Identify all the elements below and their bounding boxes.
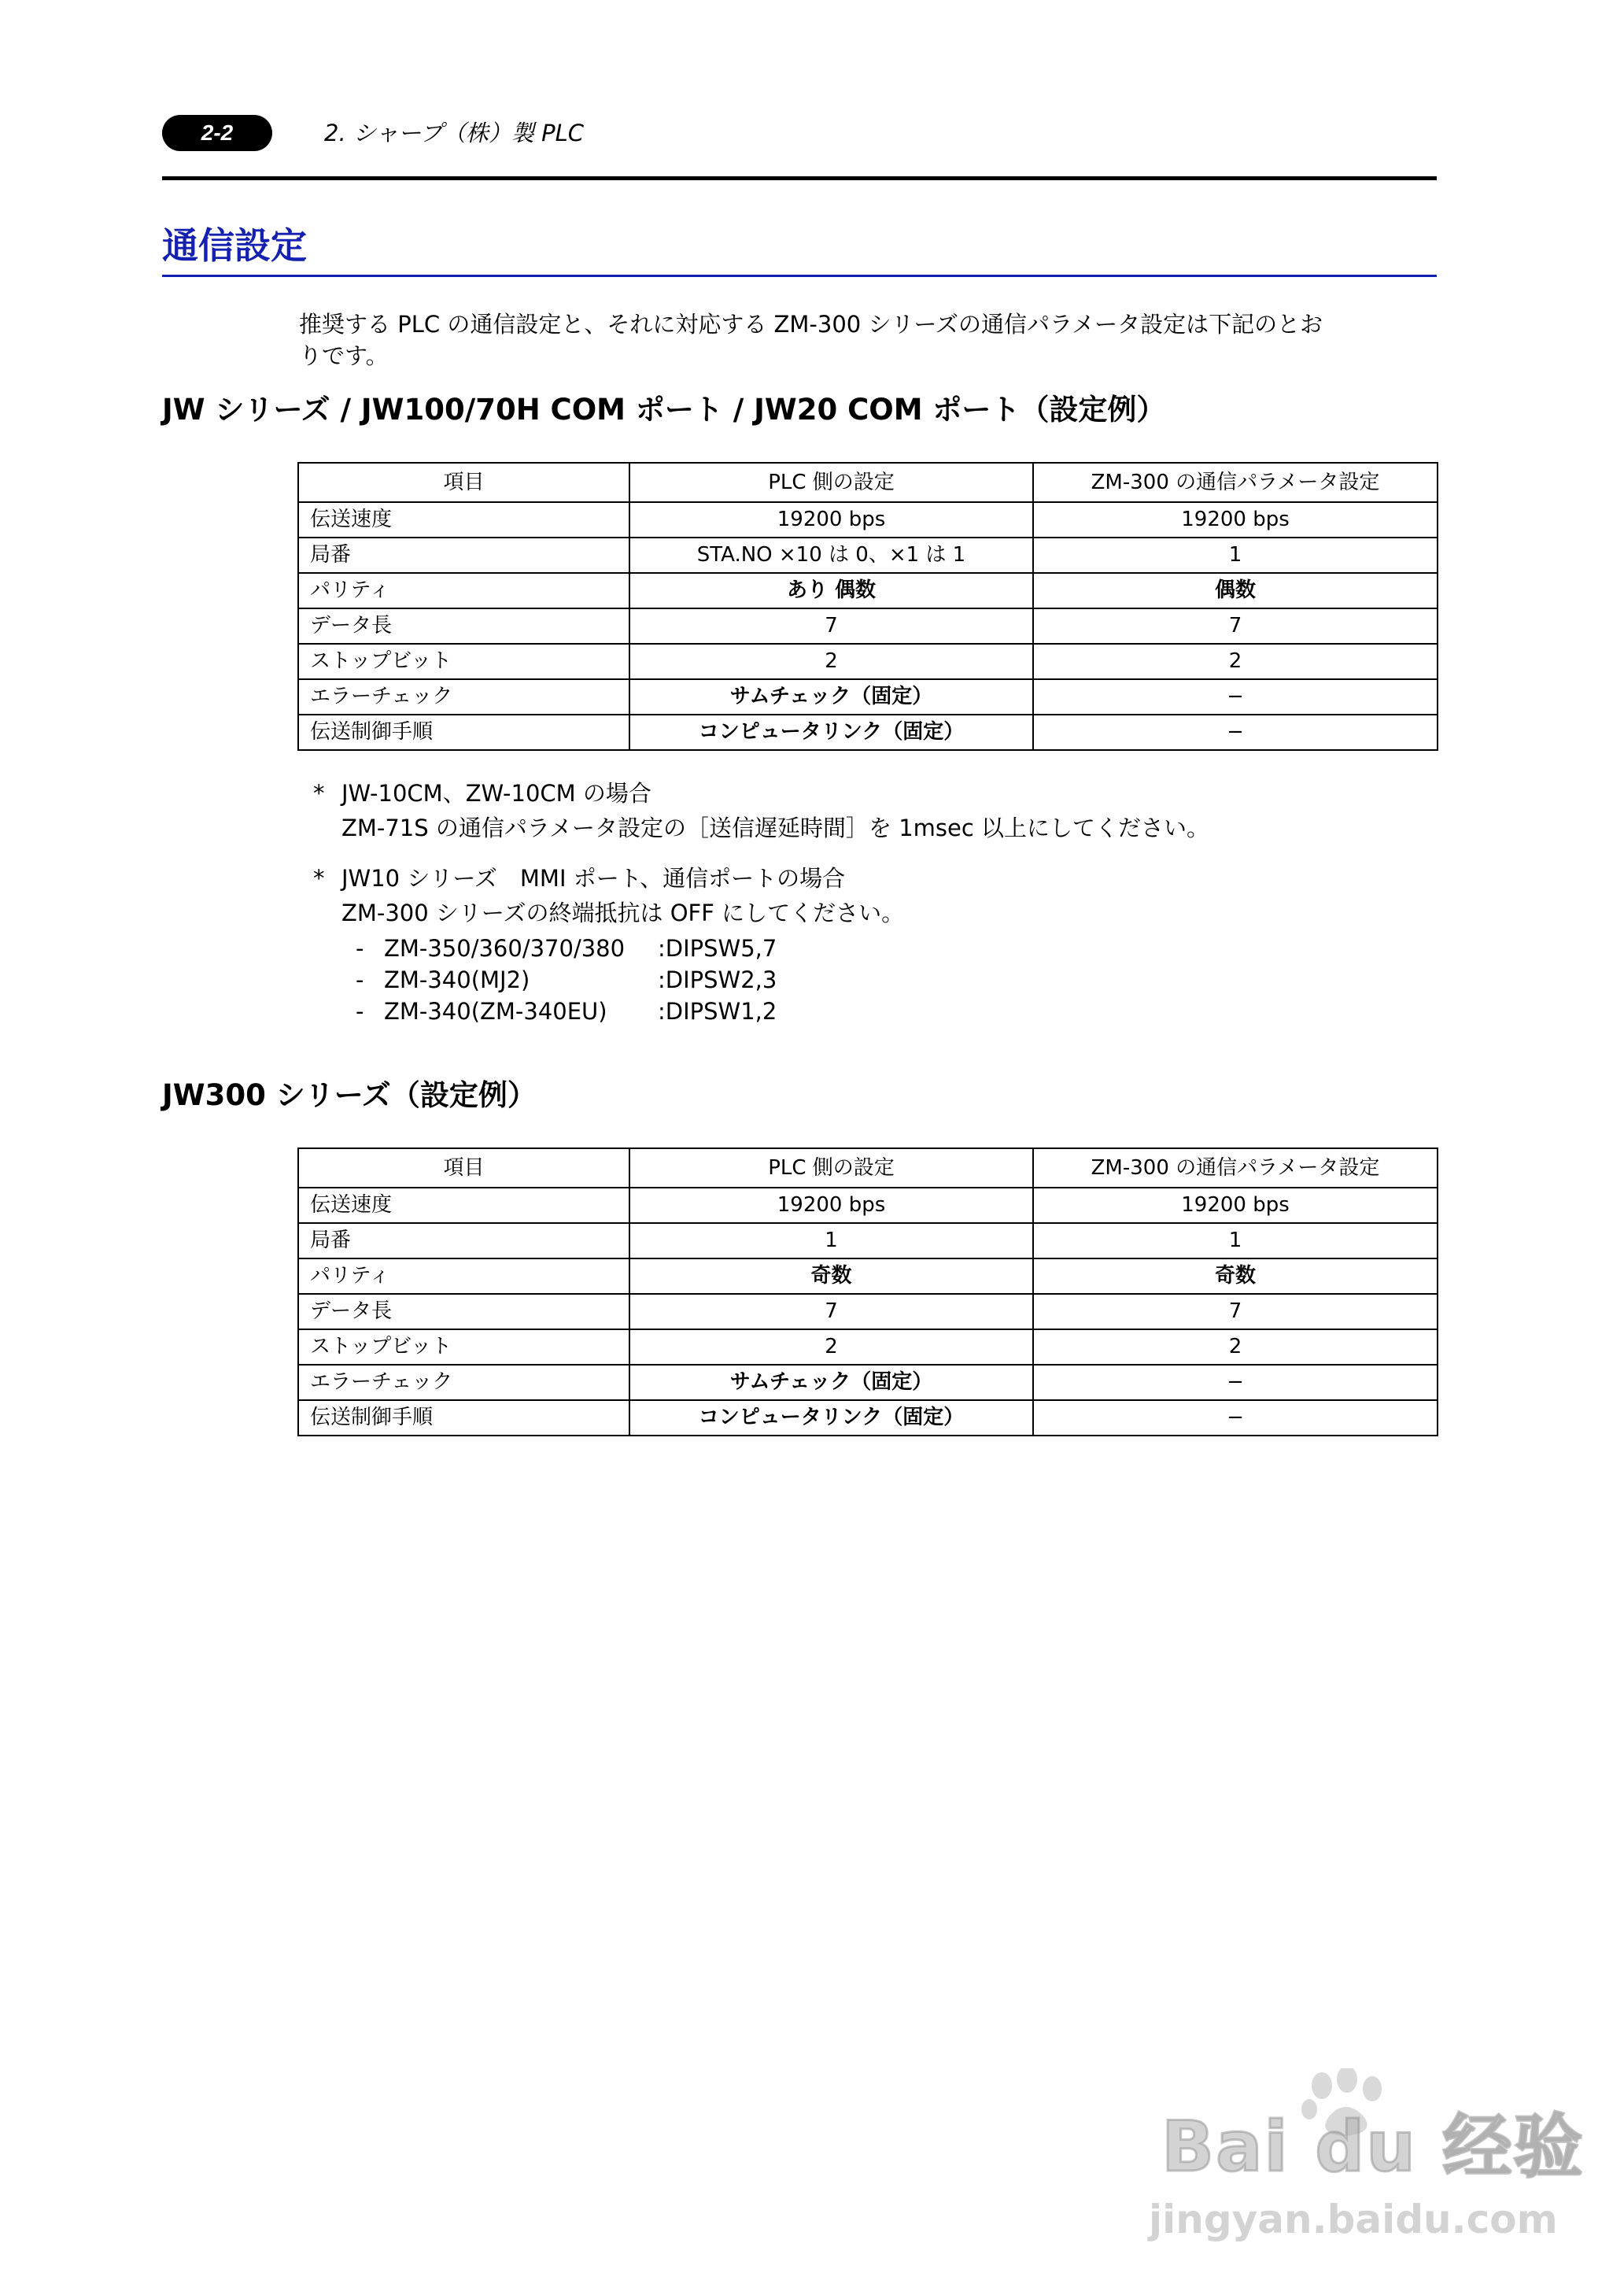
table1-heading: JW シリーズ / JW100/70H COM ポート / JW20 COM ポート（設定例） xyxy=(162,393,1166,427)
table-row xyxy=(298,1400,1438,1436)
note-marker: * xyxy=(313,865,325,892)
cell-zm300: − xyxy=(1033,679,1438,715)
page-number-badge: 2-2 xyxy=(162,115,272,151)
table-row xyxy=(298,573,1438,608)
cell-plc: コンピュータリンク（固定） xyxy=(629,1400,1033,1436)
table-row xyxy=(298,679,1438,715)
column-header-item: 項目 xyxy=(298,1148,629,1188)
section-title: 通信設定 xyxy=(162,224,307,267)
note-line: ZM-300 シリーズの終端抵抗は OFF にしてください。 xyxy=(341,900,905,926)
cell-item: データ長 xyxy=(298,1294,629,1329)
cell-item: ストップビット xyxy=(298,1329,629,1365)
cell-plc: STA.NO ×10 は 0、×1 は 1 xyxy=(629,538,1033,573)
cell-zm300: 7 xyxy=(1033,608,1438,644)
list-item xyxy=(356,964,777,996)
table1-settings xyxy=(297,462,1438,751)
intro-line-2: りです。 xyxy=(299,342,389,369)
table-row xyxy=(298,644,1438,679)
cell-item: 伝送制御手順 xyxy=(298,1400,629,1436)
list-item xyxy=(356,996,777,1027)
cell-zm300: 19200 bps xyxy=(1033,1188,1438,1223)
table-row xyxy=(298,1365,1438,1400)
cell-zm300: − xyxy=(1033,1365,1438,1400)
cell-item: ストップビット xyxy=(298,644,629,679)
note-jw10 xyxy=(313,861,904,930)
cell-plc: 2 xyxy=(629,1329,1033,1365)
cell-plc: 1 xyxy=(629,1223,1033,1258)
column-header-zm300: ZM-300 の通信パラメータ設定 xyxy=(1033,463,1438,502)
cell-zm300: 奇数 xyxy=(1033,1258,1438,1294)
cell-item: 局番 xyxy=(298,1223,629,1258)
baidu-watermark-url: jingyan.baidu.com xyxy=(1149,2197,1558,2242)
intro-paragraph xyxy=(299,309,1432,371)
model-name: ZM-350/360/370/380 xyxy=(384,935,626,962)
table-row xyxy=(298,502,1438,538)
cell-zm300: 7 xyxy=(1033,1294,1438,1329)
header-divider xyxy=(162,176,1437,180)
cell-zm300: − xyxy=(1033,715,1438,750)
table-row xyxy=(298,538,1438,573)
intro-line-1: 推奨する PLC の通信設定と、それに対応する ZM-300 シリーズの通信パラメータ設定は下記のとお xyxy=(299,311,1323,338)
cell-zm300: 2 xyxy=(1033,1329,1438,1365)
table-row xyxy=(298,1258,1438,1294)
table2-settings xyxy=(297,1148,1438,1436)
list-dash: - xyxy=(356,935,364,962)
note-line: ZM-71S の通信パラメータ設定の［送信遅延時間］を 1msec 以上にしてください。 xyxy=(341,815,1210,841)
cell-plc: 奇数 xyxy=(629,1258,1033,1294)
baidu-watermark-logo: Bai du 经验 xyxy=(1161,2106,1585,2187)
column-header-zm300: ZM-300 の通信パラメータ設定 xyxy=(1033,1148,1438,1188)
column-header-item: 項目 xyxy=(298,463,629,502)
list-item xyxy=(356,933,777,964)
column-header-plc: PLC 側の設定 xyxy=(629,463,1033,502)
cell-plc: 19200 bps xyxy=(629,502,1033,538)
cell-item: 局番 xyxy=(298,538,629,573)
model-name: ZM-340(ZM-340EU) xyxy=(384,998,607,1025)
cell-item: パリティ xyxy=(298,1258,629,1294)
cell-zm300: − xyxy=(1033,1400,1438,1436)
cell-plc: サムチェック（固定） xyxy=(629,679,1033,715)
cell-plc: 7 xyxy=(629,608,1033,644)
cell-item: パリティ xyxy=(298,573,629,608)
table2-heading: JW300 シリーズ（設定例） xyxy=(162,1078,537,1112)
cell-zm300: 1 xyxy=(1033,538,1438,573)
table-row xyxy=(298,1188,1438,1223)
dip-setting: :DIPSW5,7 xyxy=(658,935,777,962)
cell-plc: サムチェック（固定） xyxy=(629,1365,1033,1400)
section-divider xyxy=(162,275,1437,277)
note-marker: * xyxy=(313,780,325,807)
dip-setting: :DIPSW1,2 xyxy=(658,998,777,1025)
model-name: ZM-340(MJ2) xyxy=(384,966,530,993)
column-header-plc: PLC 側の設定 xyxy=(629,1148,1033,1188)
cell-zm300: 19200 bps xyxy=(1033,502,1438,538)
cell-plc: 2 xyxy=(629,644,1033,679)
cell-plc: 7 xyxy=(629,1294,1033,1329)
table-header-row xyxy=(298,1148,1438,1188)
cell-zm300: 2 xyxy=(1033,644,1438,679)
cell-item: 伝送速度 xyxy=(298,1188,629,1223)
dip-setting: :DIPSW2,3 xyxy=(658,966,777,993)
table-row xyxy=(298,1329,1438,1365)
cell-item: エラーチェック xyxy=(298,1365,629,1400)
cell-plc: コンピュータリンク（固定） xyxy=(629,715,1033,750)
chapter-title: 2. シャープ（株）製 PLC xyxy=(324,120,584,146)
cell-item: 伝送速度 xyxy=(298,502,629,538)
table-header-row xyxy=(298,463,1438,502)
table-row xyxy=(298,1223,1438,1258)
list-dash: - xyxy=(356,998,364,1025)
table-row xyxy=(298,608,1438,644)
cell-zm300: 1 xyxy=(1033,1223,1438,1258)
cell-item: 伝送制御手順 xyxy=(298,715,629,750)
table-row xyxy=(298,715,1438,750)
list-dash: - xyxy=(356,966,364,993)
note-line: JW10 シリーズ MMI ポート、通信ポートの場合 xyxy=(341,865,846,892)
cell-plc: 19200 bps xyxy=(629,1188,1033,1223)
note-jw10cm xyxy=(313,776,1209,845)
cell-zm300: 偶数 xyxy=(1033,573,1438,608)
cell-plc: あり 偶数 xyxy=(629,573,1033,608)
cell-item: データ長 xyxy=(298,608,629,644)
note-line: JW-10CM、ZW-10CM の場合 xyxy=(341,780,651,807)
table-row xyxy=(298,1294,1438,1329)
cell-item: エラーチェック xyxy=(298,679,629,715)
